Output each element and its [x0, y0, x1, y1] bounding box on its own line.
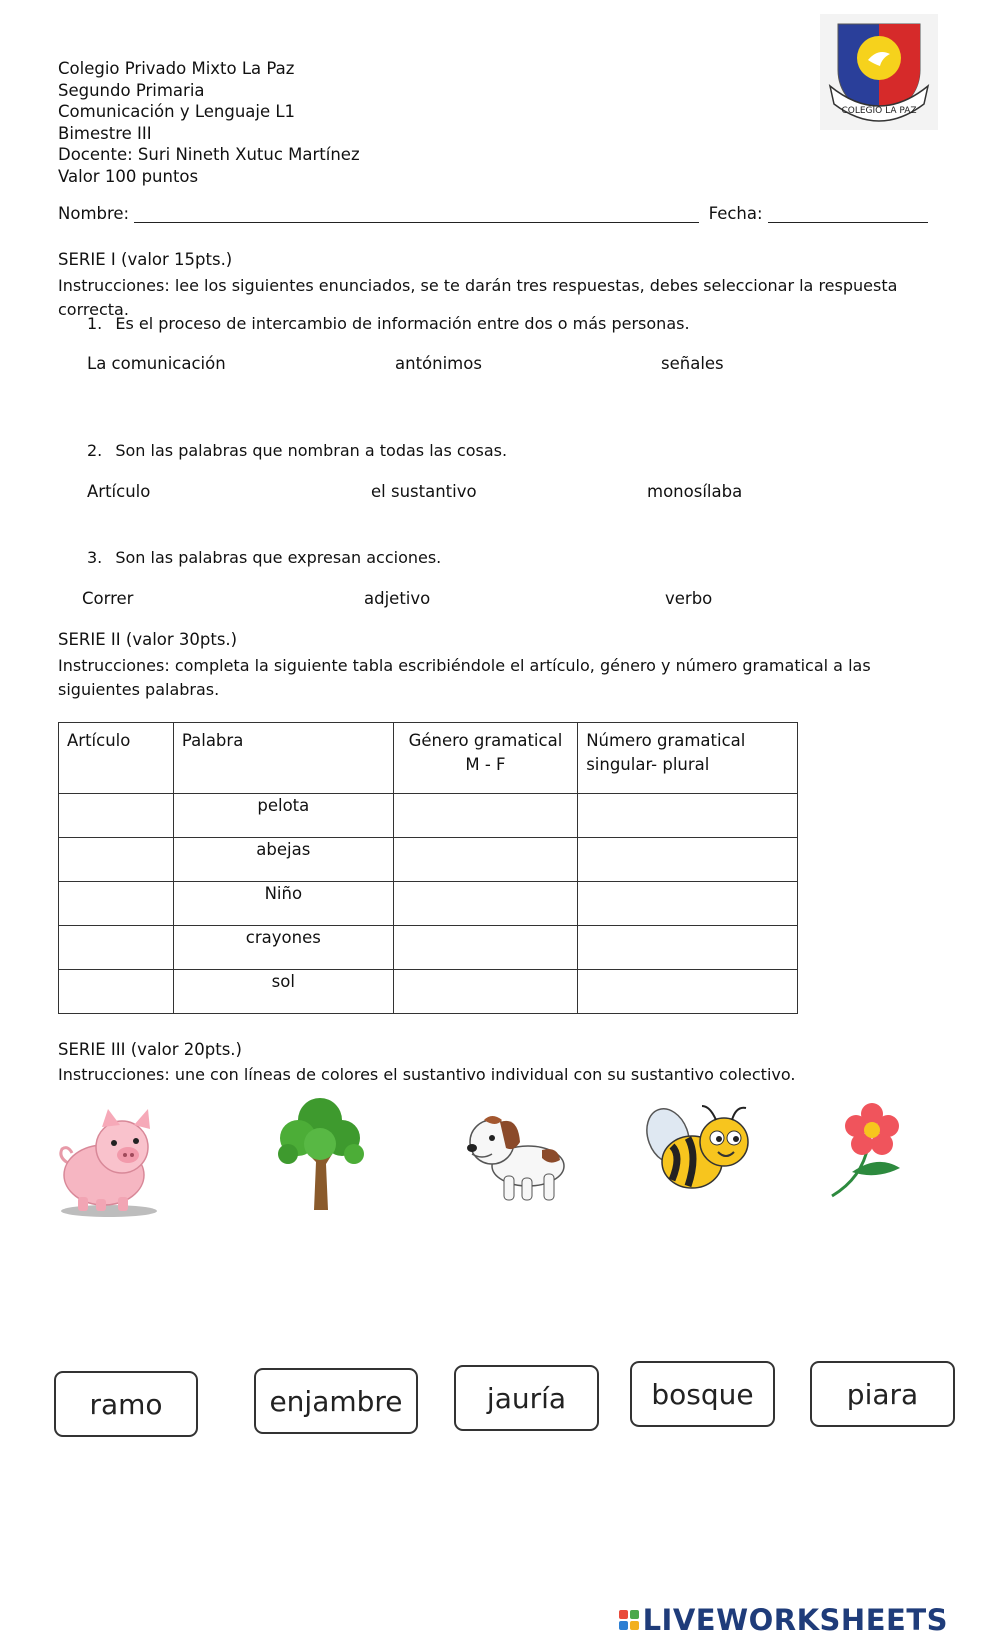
q1-option-a[interactable]: La comunicación	[87, 354, 226, 373]
article-cell[interactable]	[59, 970, 174, 1014]
name-field[interactable]	[134, 208, 699, 223]
article-cell[interactable]	[59, 882, 174, 926]
collective-ramo[interactable]: ramo	[54, 1371, 198, 1437]
header-line: Docente: Suri Nineth Xutuc Martínez	[58, 145, 360, 164]
date-field[interactable]	[768, 208, 928, 223]
table-row	[59, 838, 798, 882]
q1-option-b[interactable]: antónimos	[395, 354, 482, 373]
question-text: Son las palabras que nombran a todas las cosas.	[115, 441, 508, 460]
article-cell[interactable]	[59, 838, 174, 882]
article-cell[interactable]	[59, 794, 174, 838]
question-text: Son las palabras que expresan acciones.	[115, 548, 442, 567]
q1-option-c[interactable]: señales	[661, 354, 724, 373]
collective-piara[interactable]: piara	[810, 1361, 955, 1427]
question-text: Es el proceso de intercambio de información entre dos o más personas.	[115, 314, 690, 333]
column-header-line: singular- plural	[586, 755, 710, 774]
liveworksheets-brand[interactable]	[619, 1603, 948, 1637]
q2-option-b[interactable]: el sustantivo	[371, 482, 477, 501]
column-header: Artículo	[59, 723, 174, 794]
header-line: Colegio Privado Mixto La Paz	[58, 59, 295, 78]
dog-icon[interactable]	[462, 1108, 572, 1208]
table-row	[59, 882, 798, 926]
column-header-line: Género gramatical	[408, 731, 563, 750]
column-header	[393, 723, 577, 794]
question-number: 1.	[87, 314, 103, 333]
gender-cell[interactable]	[393, 926, 577, 970]
header-line: Valor 100 puntos	[58, 166, 199, 186]
brand-logo-icon	[619, 1610, 639, 1630]
question-number: 3.	[87, 548, 103, 567]
word-cell: sol	[173, 970, 393, 1014]
column-header-line: M - F	[465, 755, 506, 774]
question-2	[87, 441, 507, 460]
date-label: Fecha:	[708, 204, 763, 223]
word-cell: crayones	[173, 926, 393, 970]
pig-icon[interactable]	[56, 1105, 162, 1223]
school-header	[58, 58, 360, 187]
school-logo	[820, 14, 938, 130]
word-cell: Niño	[173, 882, 393, 926]
grammar-table	[58, 722, 798, 1014]
gender-cell[interactable]	[393, 794, 577, 838]
serie1-instructions: Instrucciones: lee los siguientes enunciados, se te darán tres respuestas, debes seleccionar la respuesta correcta.	[58, 276, 898, 319]
column-header: Palabra	[173, 723, 393, 794]
q2-option-c[interactable]: monosílaba	[647, 482, 743, 501]
word-cell: abejas	[173, 838, 393, 882]
number-cell[interactable]	[578, 970, 798, 1014]
number-cell[interactable]	[578, 926, 798, 970]
gender-cell[interactable]	[393, 970, 577, 1014]
header-line: Comunicación y Lenguaje L1	[58, 102, 296, 121]
table-row	[59, 926, 798, 970]
number-cell[interactable]	[578, 838, 798, 882]
tree-icon[interactable]	[274, 1092, 366, 1214]
collective-enjambre[interactable]: enjambre	[254, 1368, 418, 1434]
serie2-instructions: Instrucciones: completa la siguiente tabla escribiéndole el artículo, género y número gramatical a las siguientes palabras.	[58, 656, 871, 699]
bee-icon[interactable]	[646, 1102, 754, 1202]
name-label: Nombre:	[58, 204, 130, 223]
question-number: 2.	[87, 441, 103, 460]
header-line: Segundo Primaria	[58, 80, 205, 100]
collective-jauria[interactable]: jauría	[454, 1365, 599, 1431]
crest-icon	[820, 14, 938, 130]
table-row	[59, 794, 798, 838]
article-cell[interactable]	[59, 926, 174, 970]
serie1-title: SERIE I (valor 15pts.)	[58, 250, 233, 269]
gender-cell[interactable]	[393, 882, 577, 926]
table-header-row	[59, 723, 798, 794]
number-cell[interactable]	[578, 882, 798, 926]
flower-icon[interactable]	[828, 1102, 914, 1204]
serie3-instructions: Instrucciones: une con líneas de colores el sustantivo individual con su sustantivo colectivo.	[58, 1065, 796, 1084]
column-header-line: Número gramatical	[586, 731, 746, 750]
number-cell[interactable]	[578, 794, 798, 838]
serie2-title: SERIE II (valor 30pts.)	[58, 630, 238, 649]
question-3	[87, 548, 441, 567]
logo-text: COLEGIO LA PAZ	[841, 106, 917, 116]
table-row	[59, 970, 798, 1014]
question-1	[87, 314, 690, 333]
serie3-title: SERIE III (valor 20pts.)	[58, 1040, 242, 1059]
q3-option-a[interactable]: Correr	[82, 589, 134, 608]
column-header	[578, 723, 798, 794]
word-cell: pelota	[173, 794, 393, 838]
header-line: Bimestre III	[58, 123, 152, 143]
brand-text: LIVEWORKSHEETS	[642, 1603, 948, 1637]
student-info-row	[58, 204, 938, 228]
q2-option-a[interactable]: Artículo	[87, 482, 151, 501]
collective-bosque[interactable]: bosque	[630, 1361, 775, 1427]
gender-cell[interactable]	[393, 838, 577, 882]
q3-option-c[interactable]: verbo	[665, 589, 713, 608]
q3-option-b[interactable]: adjetivo	[364, 589, 431, 608]
